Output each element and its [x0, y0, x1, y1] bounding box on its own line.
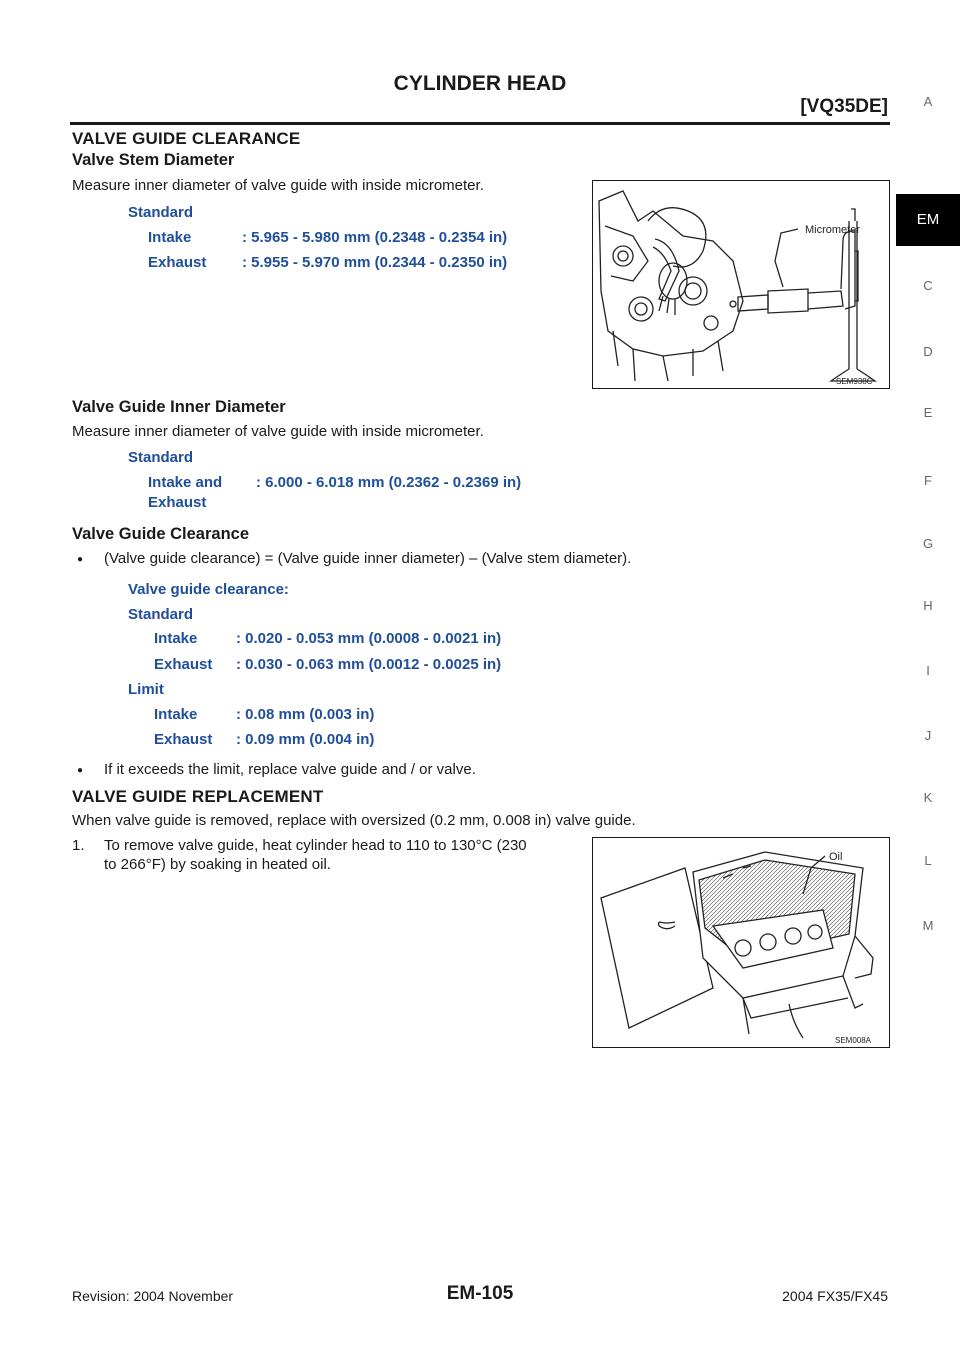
- footer-model: 2004 FX35/FX45: [782, 1288, 888, 1304]
- figure-micrometer: [592, 180, 890, 389]
- micrometer-illustration: [593, 181, 889, 388]
- page-title: CYLINDER HEAD: [393, 72, 567, 95]
- stem-exhaust-label: Exhaust: [148, 254, 207, 271]
- side-tab-e[interactable]: E: [923, 405, 933, 420]
- subheading-inner-diameter: Valve Guide Inner Diameter: [72, 398, 286, 416]
- clearance-standard-label: Standard: [128, 606, 194, 623]
- footer-revision: Revision: 2004 November: [72, 1288, 234, 1304]
- side-tab-i[interactable]: I: [926, 663, 930, 678]
- step1-line2: to 266°F) by soaking in heated oil.: [104, 856, 331, 873]
- figure2-callout: Oil: [829, 851, 843, 863]
- oil-bath-illustration: [593, 838, 889, 1047]
- clearance-lim-intake-value: : 0.08 mm (0.003 in): [236, 706, 375, 723]
- engine-code: [VQ35DE]: [800, 96, 888, 117]
- side-tab-em[interactable]: EM: [896, 194, 960, 246]
- side-tab-f[interactable]: F: [924, 473, 932, 488]
- side-tab-g[interactable]: G: [922, 536, 934, 551]
- step1-line1: To remove valve guide, heat cylinder head to 110 to 130°C (230: [104, 837, 527, 854]
- limit-exceeded-bullet: ● If it exceeds the limit, replace valve guide and / or valve.: [104, 761, 476, 778]
- figure1-callout: Micrometer: [805, 224, 861, 236]
- subheading-guide-clearance: Valve Guide Clearance: [72, 525, 250, 543]
- stem-standard-label: Standard: [128, 204, 194, 221]
- clearance-std-exhaust-value: : 0.030 - 0.063 mm (0.0012 - 0.0025 in): [236, 656, 502, 673]
- side-tab-c[interactable]: C: [923, 278, 933, 293]
- figure-oil-bath: [592, 837, 890, 1048]
- step1-number: 1.: [72, 837, 85, 854]
- stem-exhaust-value: : 5.955 - 5.970 mm (0.2344 - 0.2350 in): [242, 254, 508, 271]
- clearance-lim-exhaust-value: : 0.09 mm (0.004 in): [236, 731, 375, 748]
- clearance-spec-title: Valve guide clearance:: [128, 581, 289, 598]
- stem-diameter-instruction: Measure inner diameter of valve guide with inside micrometer.: [72, 177, 484, 194]
- inner-diameter-value: : 6.000 - 6.018 mm (0.2362 - 0.2369 in): [256, 474, 522, 491]
- side-tab-l[interactable]: L: [924, 853, 932, 868]
- clearance-std-intake-value: : 0.020 - 0.053 mm (0.0008 - 0.0021 in): [236, 630, 502, 647]
- inner-standard-label: Standard: [128, 449, 194, 466]
- replacement-intro: When valve guide is removed, replace with oversized (0.2 mm, 0.008 in) valve guide.: [72, 812, 636, 829]
- side-tab-m[interactable]: M: [922, 918, 934, 933]
- clearance-limit-label: Limit: [128, 681, 164, 698]
- side-tab-a[interactable]: A: [923, 94, 933, 109]
- inner-label-line1: Intake and: [148, 474, 223, 491]
- header-rule: [70, 122, 890, 125]
- clearance-std-exhaust-label: Exhaust: [154, 656, 213, 673]
- side-tab-d[interactable]: D: [923, 344, 933, 359]
- page-number: EM-105: [446, 1283, 514, 1304]
- side-tab-j[interactable]: J: [924, 728, 932, 743]
- clearance-lim-intake-label: Intake: [154, 706, 198, 723]
- stem-intake-value: : 5.965 - 5.980 mm (0.2348 - 0.2354 in): [242, 229, 508, 246]
- clearance-lim-exhaust-label: Exhaust: [154, 731, 213, 748]
- side-tab-h[interactable]: H: [923, 598, 933, 613]
- stem-intake-label: Intake: [148, 229, 192, 246]
- inner-label-line2: Exhaust: [148, 494, 207, 511]
- clearance-formula-bullet: ● (Valve guide clearance) = (Valve guide inner diameter) – (Valve stem diameter).: [104, 550, 631, 567]
- inner-diameter-instruction: Measure inner diameter of valve guide with inside micrometer.: [72, 423, 484, 440]
- subheading-valve-stem-diameter: Valve Stem Diameter: [72, 151, 235, 169]
- figure2-code: SEM008A: [835, 1036, 872, 1045]
- clearance-std-intake-label: Intake: [154, 630, 198, 647]
- figure1-code: SEM938C: [836, 377, 873, 386]
- section-heading-replacement: VALVE GUIDE REPLACEMENT: [72, 787, 324, 806]
- section-heading-clearance: VALVE GUIDE CLEARANCE: [72, 129, 301, 148]
- side-tab-k[interactable]: K: [923, 790, 933, 805]
